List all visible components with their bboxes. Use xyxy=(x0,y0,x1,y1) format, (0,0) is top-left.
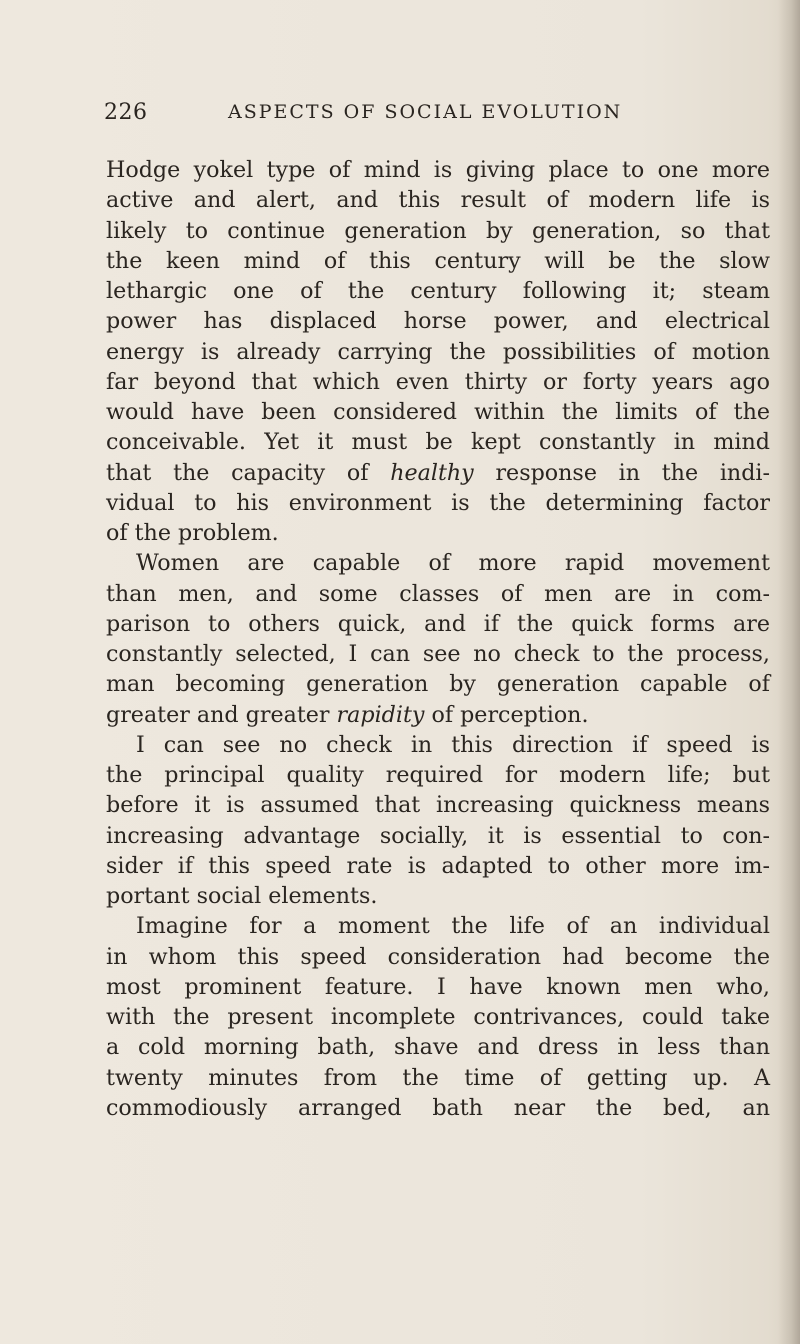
text-segment: response in the indi- xyxy=(495,459,771,486)
text-segment: that the capacity of xyxy=(106,459,369,486)
text-segment: greater and greater xyxy=(106,701,330,728)
text-line: vidual to his environment is the determining factor xyxy=(106,489,770,516)
text-line: constantly selected, I can see no check to the process, xyxy=(106,641,770,667)
text-line xyxy=(106,458,770,488)
text-line xyxy=(106,700,770,730)
running-head: ASPECTS OF SOCIAL EVOLUTION xyxy=(228,101,623,123)
page-header xyxy=(104,100,704,134)
text-line: the keen mind of this century will be the slow xyxy=(106,247,770,274)
text-line: man becoming generation by generation capable of xyxy=(106,671,770,698)
text-line: likely to continue generation by generation, so that xyxy=(106,217,770,244)
page-edge-shadow xyxy=(778,0,800,1344)
paragraph-start-line: I can see no check in this direction if speed is xyxy=(136,731,770,758)
italic-word: rapidity xyxy=(336,701,425,728)
page-number: 226 xyxy=(104,100,148,125)
paragraph-start-line: Imagine for a moment the life of an individual xyxy=(136,913,770,940)
text-line: with the present incomplete contrivances, could take xyxy=(106,1004,770,1030)
text-line: far beyond that which even thirty or forty years ago xyxy=(106,368,770,395)
body-text xyxy=(106,155,770,1123)
text-line: parison to others quick, and if the quick forms are xyxy=(106,610,770,637)
text-line: commodiously arranged bath near the bed, an xyxy=(106,1094,770,1121)
text-line: before it is assumed that increasing quickness means xyxy=(106,792,770,819)
text-line: energy is already carrying the possibilities of motion xyxy=(106,338,770,365)
text-line: conceivable. Yet it must be kept constantly in mind xyxy=(106,429,770,456)
text-line: increasing advantage socially, it is essential to con- xyxy=(106,822,770,849)
text-line: in whom this speed consideration had become the xyxy=(106,943,770,970)
text-line: than men, and some classes of men are in com- xyxy=(106,580,770,607)
text-segment: of perception. xyxy=(431,701,589,728)
italic-word: healthy xyxy=(390,459,474,486)
text-line: lethargic one of the century following it; steam xyxy=(106,278,770,304)
text-line: power has displaced horse power, and electrical xyxy=(106,308,770,335)
text-line: of the problem. xyxy=(106,520,279,546)
text-line: active and alert, and this result of modern life is xyxy=(106,187,770,214)
text-line: sider if this speed rate is adapted to other more im- xyxy=(106,852,770,879)
text-line: twenty minutes from the time of getting up. A xyxy=(106,1064,770,1091)
text-line: a cold morning bath, shave and dress in less than xyxy=(106,1034,770,1061)
text-line: would have been considered within the limits of the xyxy=(106,399,770,425)
text-line: Hodge yokel type of mind is giving place to one more xyxy=(106,157,770,183)
text-line: the principal quality required for modern life; but xyxy=(106,762,770,788)
text-line: portant social elements. xyxy=(106,883,378,909)
text-line: most prominent feature. I have known men who, xyxy=(106,973,770,1000)
paragraph-start-line: Women are capable of more rapid movement xyxy=(136,550,770,577)
